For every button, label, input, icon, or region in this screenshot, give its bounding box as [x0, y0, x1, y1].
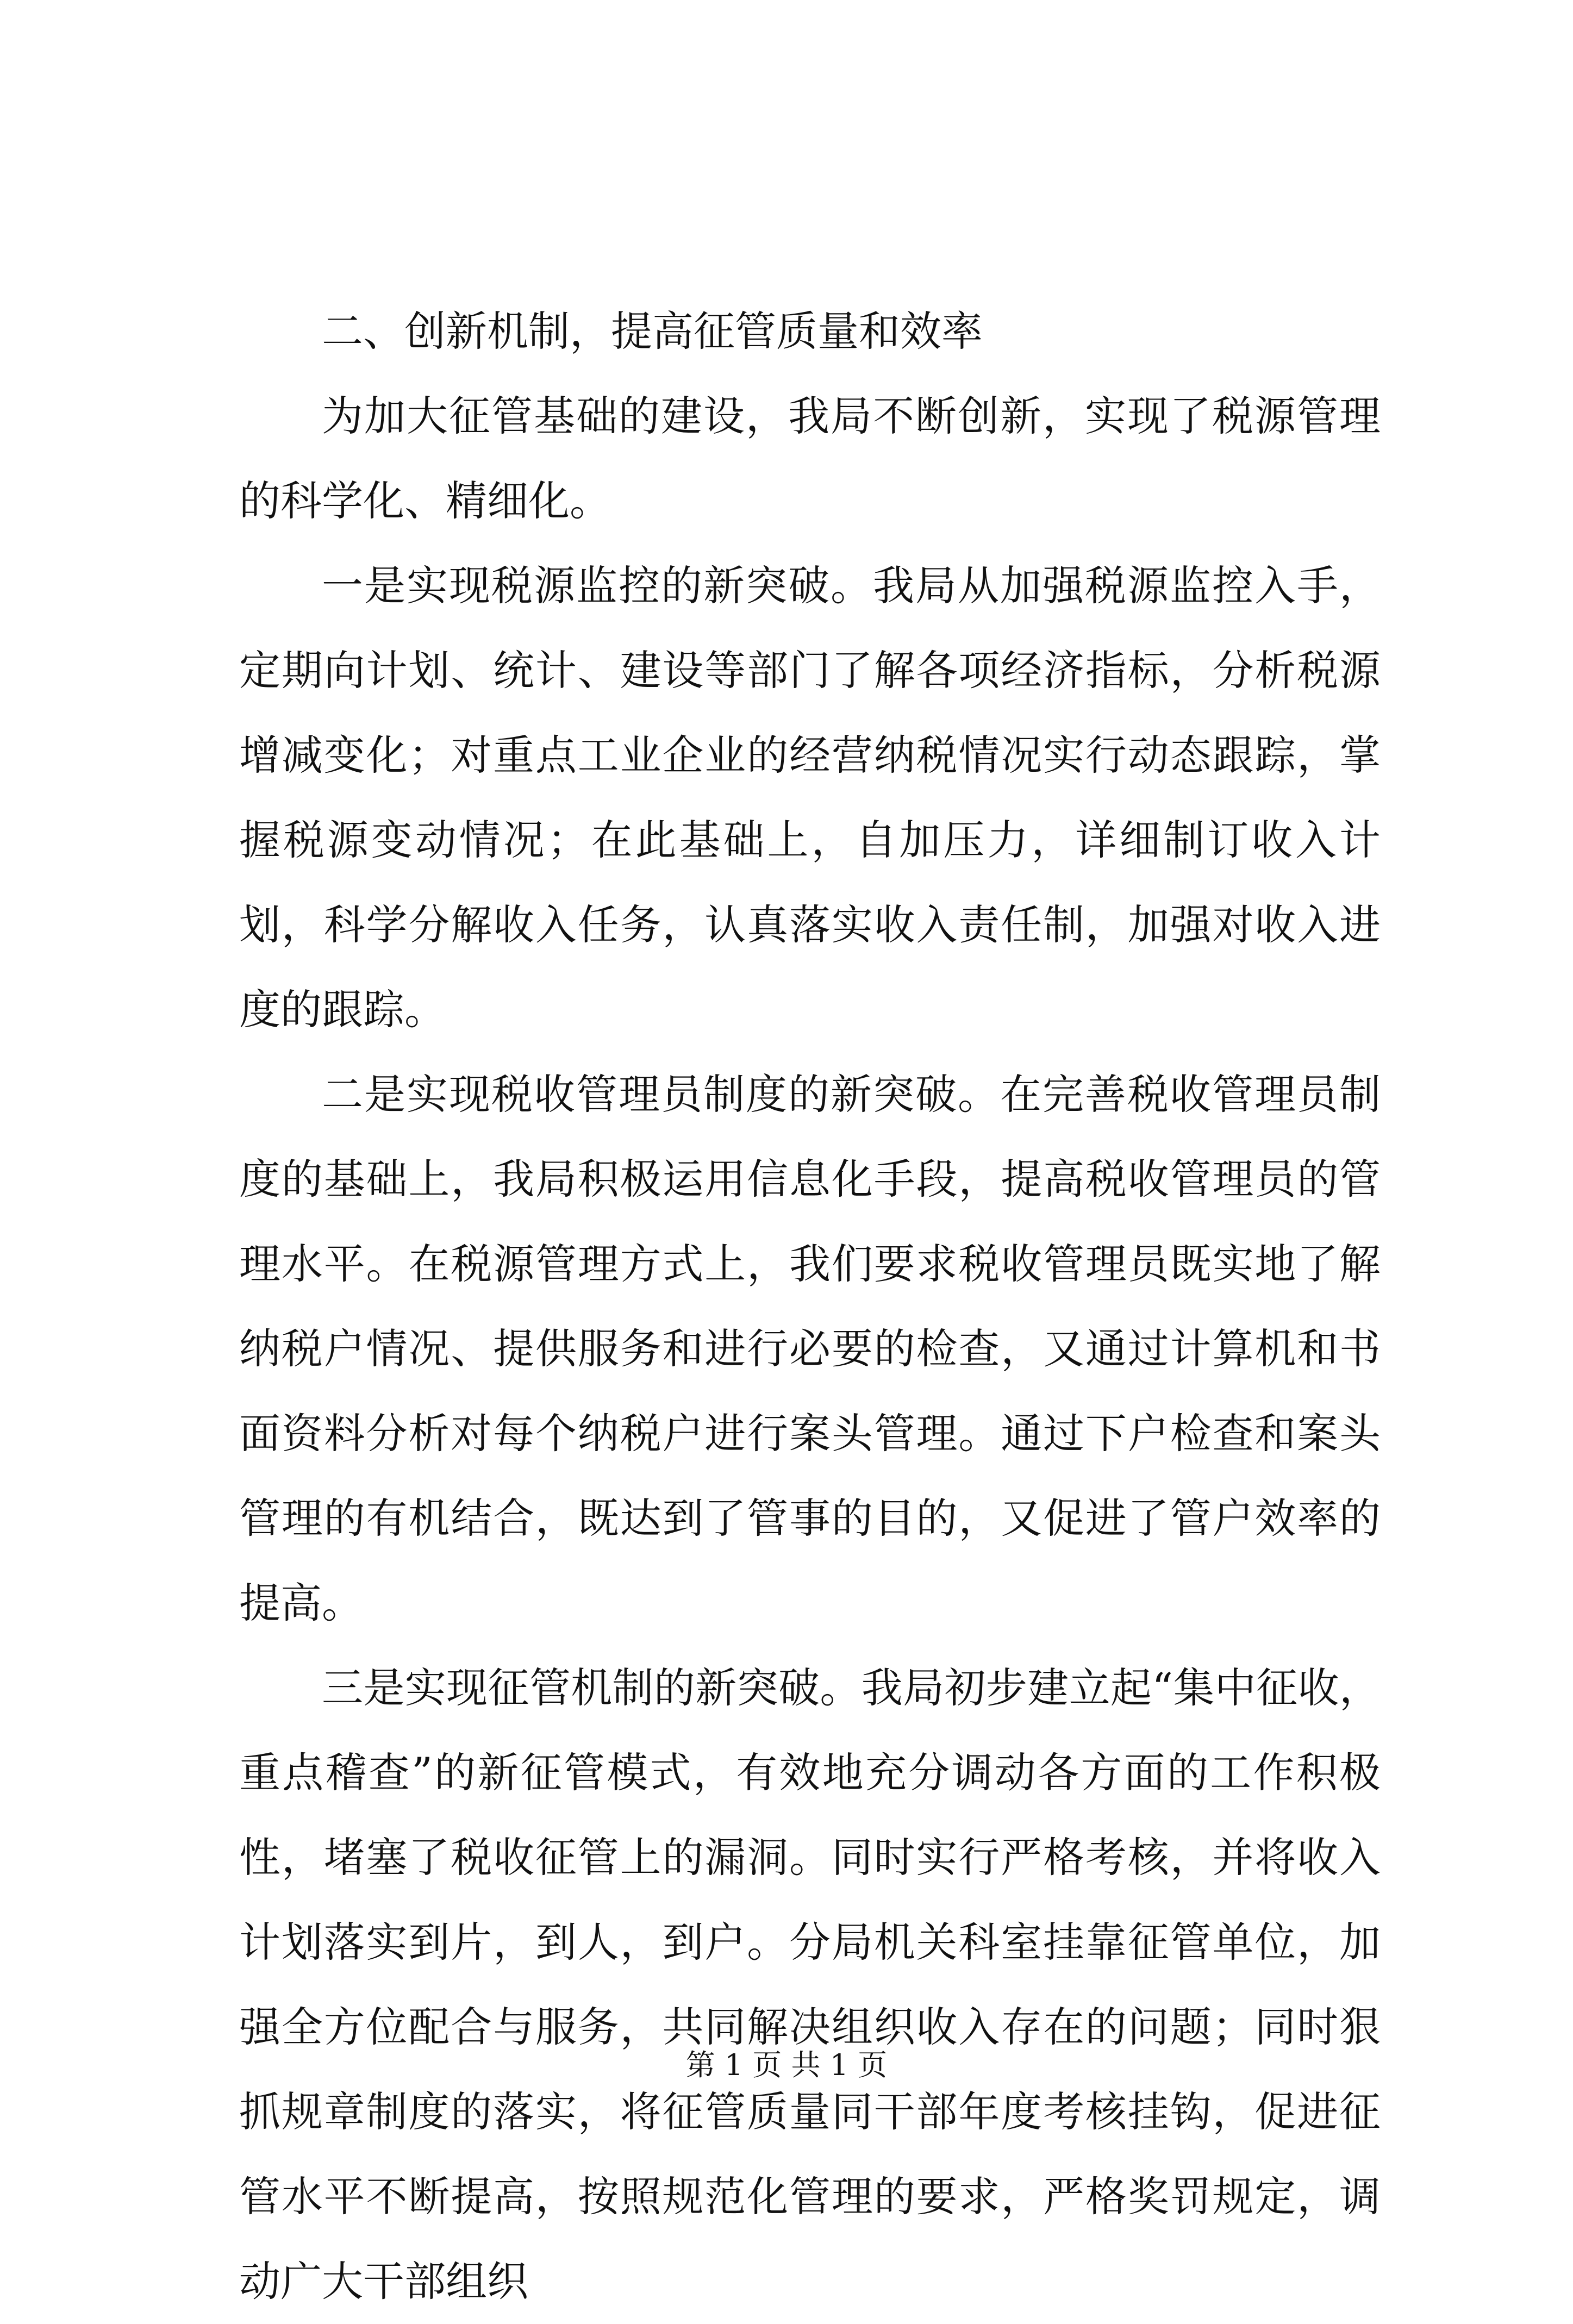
- section-heading: 二、创新机制，提高征管质量和效率: [322, 307, 983, 355]
- paragraph-tax-administrator-system: 二是实现税收管理员制度的新突破。在完善税收管理员制度的基础上，我局积极运用信息化手段，提高税收管理员的管理水平。在税源管理方式上，我们要求税收管理员既实地了解纳税户情况、提供服务和进行必要的检查，又通过计算机和书面资料分析对每个纳税户进行案头管理。通过下户检查和案头管理的有机结合，既达到了管事的目的，又促进了管户效率的提高。: [239, 1070, 1381, 1627]
- paragraph-intro: 为加大征管基础的建设，我局不断创新，实现了税源管理的科学化、精细化。: [239, 392, 1381, 525]
- paragraph-collection-mechanism: 三是实现征管机制的新突破。我局初步建立起“集中征收，重点稽查”的新征管模式，有效地充分调动各方面的工作积极性，堵塞了税收征管上的漏洞。同时实行严格考核，并将收入计划落实到片，到人，到户。分局机关科室挂靠征管单位，加强全方位配合与服务，共同解决组织收入存在的问题；同时狠抓规章制度的落实，将征管质量同干部年度考核挂钩，促进征管水平不断提高，按照规范化管理的要求，严格奖罚规定，调动广大干部组织: [239, 1664, 1381, 2306]
- page-number-footer: 第 1 页 共 1 页: [685, 2048, 888, 2082]
- document-body: [239, 289, 1381, 2324]
- paragraph-tax-source-monitoring: 一是实现税源监控的新突破。我局从加强税源监控入手，定期向计划、统计、建设等部门了解各项经济指标，分析税源增减变化；对重点工业企业的经营纳税情况实行动态跟踪，掌握税源变动情况；在此基础上，自加压力，详细制订收入计划，科学分解收入任务，认真落实收入责任制，加强对收入进度的跟踪。: [239, 561, 1381, 1034]
